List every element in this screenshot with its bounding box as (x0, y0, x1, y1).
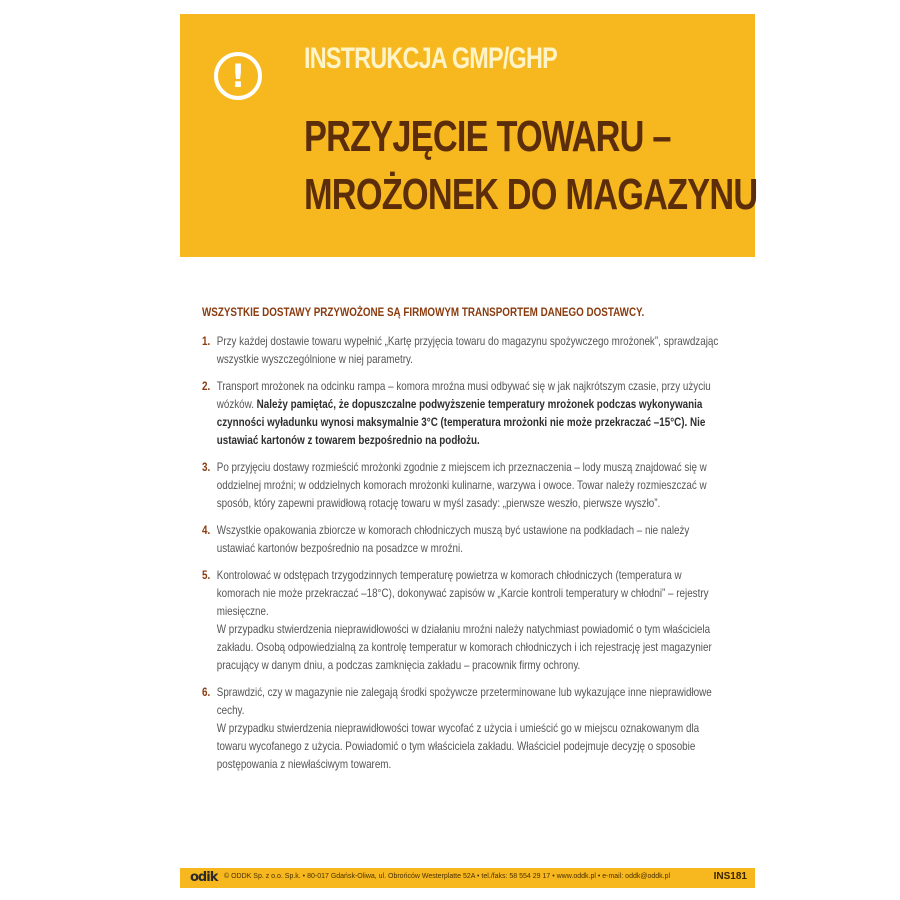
item-text: Wszystkie opakowania zbiorcze w komorach chłodniczych muszą być ustawione na podkładach – nie należy ustawiać kartonów bezpośrednio na posadzce w mroźni. (216, 523, 690, 555)
intro-heading: WSZYSTKIE DOSTAWY PRZYWOŻONE SĄ FIRMOWYM TRANSPORTEM DANEGO DOSTAWCY. (202, 305, 645, 319)
item-number: 5. (202, 568, 211, 582)
item-text: Przy każdej dostawie towaru wypełnić „Kartę przyjęcia towaru do magazynu spożywczego mrożonek”, sprawdzając wszystkie wyszczególnione w niej parametry. (216, 334, 719, 366)
item-number: 4. (202, 523, 211, 537)
item-text: Transport mrożonek na odcinku rampa – komora mroźna musi odbywać się w jak najkrótszym czasie, przy użyciu wózków. (216, 379, 711, 411)
item-number: 6. (202, 685, 211, 699)
document-kicker: INSTRUKCJA GMP/GHP (304, 42, 557, 75)
list-item (202, 377, 727, 449)
item-text-bold: Należy pamiętać, że dopuszczalne podwyższenie temperatury mrożonek podczas wykonywania czynności wyładunku wynosi maksymalnie 3°C (temperatura mrożonki nie może przekraczać –15°C). Nie ustawiać kartonów z towarem bezpośrednio na podłożu. (216, 397, 706, 447)
item-text-continued: W przypadku stwierdzenia nieprawidłowości w działaniu mroźni należy natychmiast powiadomić o tym właściciela zakładu. Osobą odpowiedzialną za kontrolę temperatur w komorach chłodniczych i ich rejestrację jest magazynier pracujący w danym dniu, a podczas zamknięcia zakładu – pracownik firmy ochrony. (216, 622, 712, 672)
item-number: 1. (202, 334, 211, 348)
instruction-list (202, 332, 727, 782)
list-item (202, 521, 727, 557)
item-text-continued: W przypadku stwierdzenia nieprawidłowości towar wycofać z użycia i umieścić go w miejscu oznakowanym dla towaru wycofanego z użycia. Powiadomić o tym właściciela zakładu. Właściciel podejmuje decyzję o sposobie postępowania z niewłaściwym towarem. (216, 721, 700, 771)
footer-contact: © ODDK Sp. z o.o. Sp.k. • 80-017 Gdańsk-Oliwa, ul. Obrońców Westerplatte 52A • tel./faks: 58 554 29 17 • www.oddk.pl • e-mail: oddk@oddk.pl (224, 873, 671, 880)
page-title (304, 108, 757, 224)
list-item (202, 332, 727, 368)
exclamation-circle-icon: ! (214, 52, 262, 100)
item-text: Kontrolować w odstępach trzygodzinnych temperaturę powietrza w komorach chłodniczych (temperatura w komorach nie może przekraczać –18°C), dokonywać zapisów w „Karcie kontroli temperatury w chłodni” – rejestry miesięczne. (216, 568, 709, 618)
footer-bar (180, 868, 755, 888)
title-line-2: MROŻONEK DO MAGAZYNU (304, 170, 758, 219)
header-banner (180, 14, 758, 257)
item-text: Po przyjęciu dostawy rozmieścić mrożonki zgodnie z miejscem ich przeznaczenia – lody muszą znajdować się w oddzielnej mroźni; w oddzielnych komorach mrożonki kulinarne, warzywa i owoce. Towar należy rozmieszczać w sposób, który zapewni prawidłową rotację towaru w myśl zasady: „pierwsze weszło, pierwsze wyszło”. (216, 460, 707, 510)
item-number: 3. (202, 460, 211, 474)
title-line-1: PRZYJĘCIE TOWARU – (304, 112, 671, 161)
document-code: INS181 (713, 871, 747, 882)
document-page (180, 14, 758, 886)
list-item (202, 683, 727, 773)
item-text: Sprawdzić, czy w magazynie nie zalegają środki spożywcze przeterminowane lub wykazujące inne nieprawidłowe cechy. (216, 685, 712, 717)
company-logo: odik (190, 870, 218, 885)
list-item (202, 458, 727, 512)
item-number: 2. (202, 379, 211, 393)
list-item (202, 566, 727, 674)
